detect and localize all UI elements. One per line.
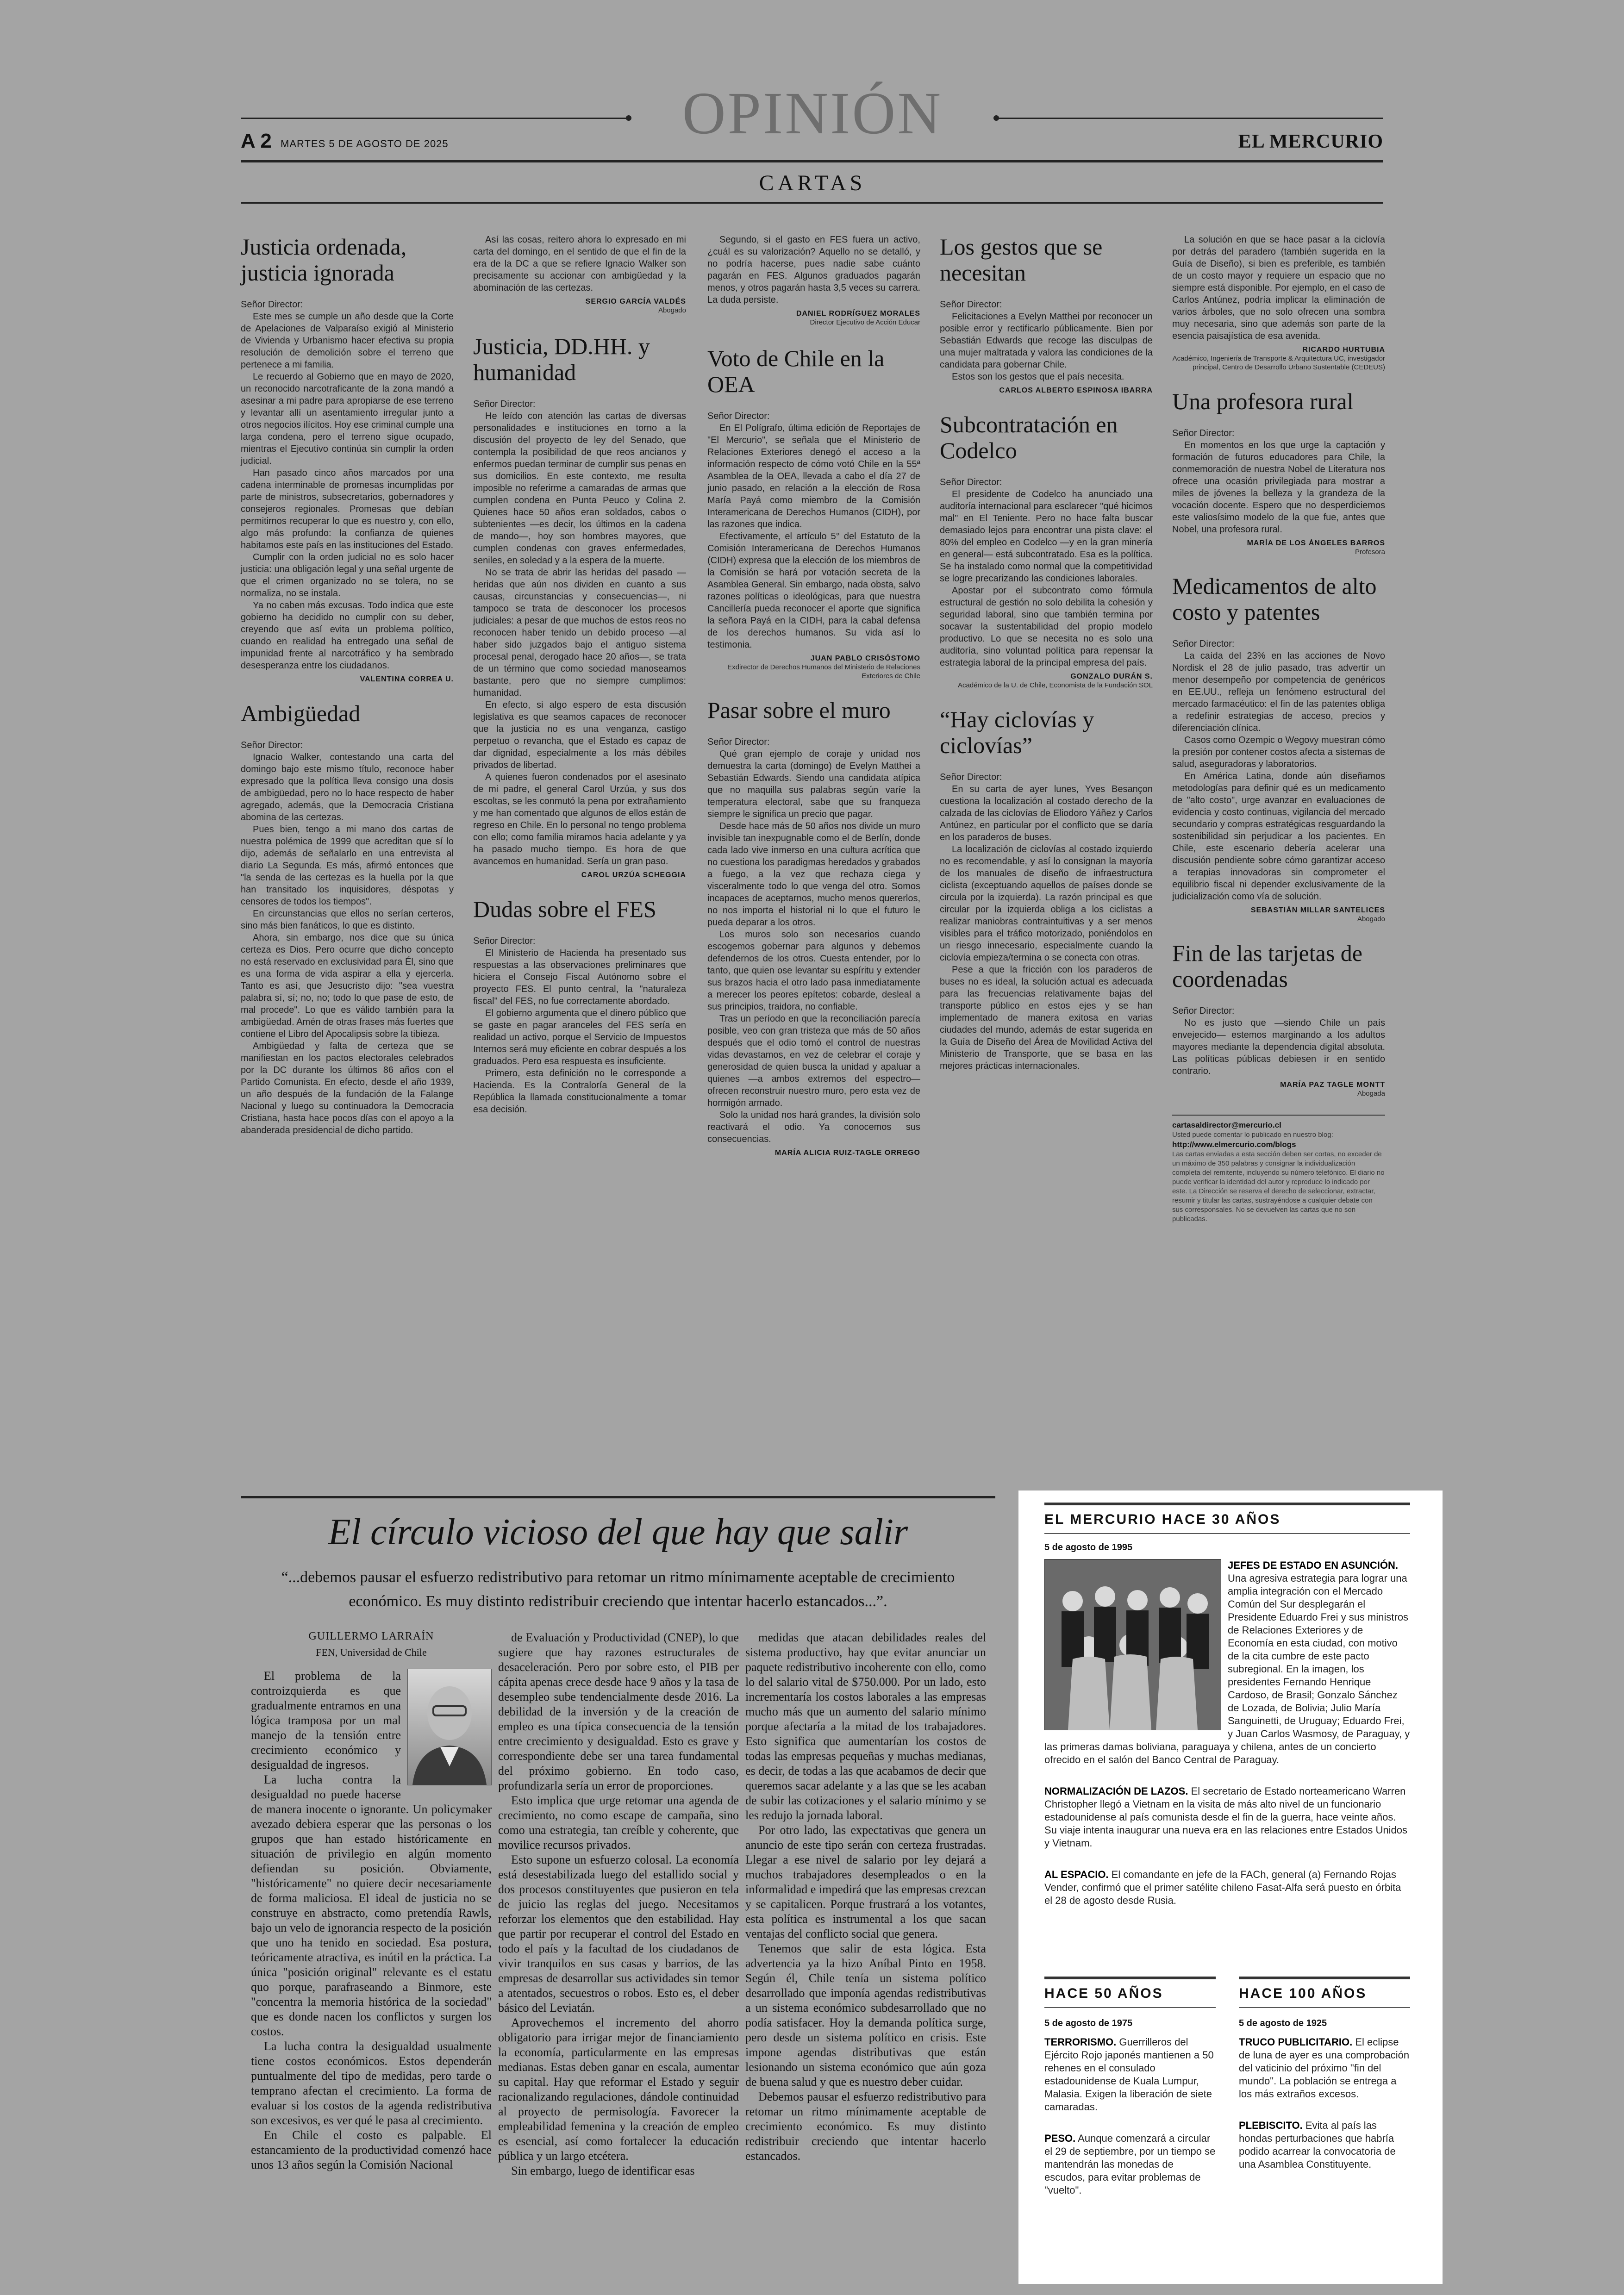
letter-signature: CAROL URZÚA SCHEGGIA: [581, 871, 686, 879]
letter-signature: VALENTINA CORREA U.: [360, 675, 454, 683]
letter-paragraph: En circunstancias que ellos no serían certeros, sino más bien fanáticos, lo que es distinto.: [241, 909, 454, 931]
letter-paragraph: Qué gran ejemplo de coraje y unidad nos demuestra la carta (domingo) de Evelyn Matthei a Sebastián Edwards. Siendo una candidata atípica que no maquilla sus palabras según varíe la temperatura electoral, sabe que su franqueza siempre le significa un precio que pagar.: [707, 749, 920, 819]
author-portrait-icon: [408, 1669, 491, 1785]
archive-item-title: NORMALIZACIÓN DE LAZOS.: [1044, 1785, 1188, 1797]
letter-paragraph: El Ministerio de Hacienda ha presentado sus respuestas a las observaciones preliminares que hiciera el Consejo Fiscal Autónomo sobre el proyecto FES. El punto central, la "naturaleza fiscal" del FES, no fue correctamente abordado.: [473, 948, 686, 1006]
letter-paragraph: La localización de ciclovías al costado izquierdo no es recomendable, y así lo consignan la mayoría de los manuales de diseño de infraestructura ciclista (exceptuando aquellos de países donde se circula por la izquierda). La razón principal es que circular por la izquierda obliga a los ciclistas a realizar maniobras contraintuitivas y a ser menos visibles para el tráfico motorizado, poniéndolos en un riesgo innecesario, especialmente cuando la ciclovía empieza/termina o se conecta con otras.: [940, 844, 1153, 963]
archive-50-date: 5 de agosto de 1975: [1044, 2018, 1133, 2028]
letter-signature: MARÍA ALICIA RUIZ-TAGLE ORREGO: [775, 1149, 920, 1157]
letter-paragraph: Desde hace más de 50 años nos divide un muro invisible tan inexpugnable como el de Berlín, donde cada lado vive inmerso en una cultura acrítica que no cuestiona los paradigmas heredados y grabados a fuego, a la vez que rechaza ciega y visceralmente todo lo que venga del otro. Somos incapaces de aceptarnos, mucho menos quererlos, no nos importa el historial ni lo que el futuro le pueda deparar a los otros.: [707, 821, 920, 928]
letter: [473, 333, 686, 879]
archive-item-title: AL ESPACIO.: [1044, 1869, 1109, 1880]
letter-signature: SEBASTIÁN MILLAR SANTELICES: [1250, 906, 1385, 914]
column-paragraph: El problema de la controizquierda es que gradualmente entramos en una lógica tramposa por un mal manejo de la tensión entre crecimiento económico y desigualdad de ingresos.: [251, 1669, 401, 1771]
archive-item-title: PLEBISCITO.: [1239, 2120, 1303, 2131]
archive-50-header: HACE 50 AÑOS: [1044, 1977, 1216, 2008]
author-photo: [407, 1669, 492, 1785]
letter-title: Medicamentos de alto costo y patentes: [1172, 573, 1377, 625]
letter-paragraph: Segundo, si el gasto en FES fuera un activo, ¿cuál es su valorización? Aquello no se detalló, y no podría hacerse, pues nadie sabe cuánto pagarán en FES. Algunos graduados pagarán menos, y otros pagarán hasta 3,5 veces su carrera. La duda persiste.: [707, 235, 920, 305]
letter-paragraph: En América Latina, donde aún diseñamos metodologías para definir qué es un medicamento de "alto costo", urge avanzar en evaluaciones de evidencia y costo continuas, vigilancia del mercado secundario y compras estratégicas resguardando la sostenibilidad sin perjudicar a los pacientes. En Chile, este escenario debería acelerar una discusión pendiente sobre cómo garantizar acceso a terapias innovadoras sin comprometer el equilibrio fiscal ni depender exclusivamente de la judicialización como vía de solución.: [1172, 771, 1385, 902]
letter-title: Dudas sobre el FES: [473, 896, 656, 922]
letter-greeting: Señor Director:: [940, 772, 1002, 782]
letter-title: Voto de Chile en la OEA: [707, 345, 885, 397]
letter-paragraph: En El Polígrafo, última edición de Reportajes de "El Mercurio", se señala que el Ministerio de Relaciones Exteriores denegó el acceso a la información respecto de cómo votó Chile en la 55ª Asamblea de la OEA, llevada a cabo el día 27 de junio pasado, en relación a la elección de Rosa María Payá como miembro de la Comisión Interamericana de Derechos Humanos (CIDH), por las razones que indica.: [707, 423, 920, 530]
letter-greeting: Señor Director:: [940, 299, 1002, 310]
column-paragraph: Esto implica que urge retomar una agenda de crecimiento, no como escape de campaña, sino como una estrategia, tan creíble y coherente, que movilice recursos privados.: [498, 1794, 739, 1852]
contact-rules: Las cartas enviadas a esta sección deben ser cortas, no exceder de un máximo de 350 palabras y consignar la individualización completa del remitente, incluyendo su número telefónico. El diario no puede verificar la identidad del autor y reproduce lo indicado por este. La Dirección se reserva el derecho de seleccionar, extractar, resumir y titular las cartas, sustrayéndose a cualquier debate con sus corresponsales. No se devuelven las cartas que no son publicadas.: [1172, 1150, 1385, 1223]
archive-item-text: Guerrilleros del Ejército Rojo japonés mantienen a 50 rehenes en el consulado estadounidense de Kuala Lumpur, Malasia. Exigen la liberación de siete camaradas.: [1044, 2036, 1214, 2113]
letter-greeting: Señor Director:: [241, 740, 303, 750]
letter-paragraph: En momentos en los que urge la captación y formación de futuros educadores para Chile, la conmemoración de nuestra Nobel de Literatura nos ofrece una ocasión privilegiada para mostrar a miles de jóvenes la belleza y la grandeza de la vocación docente. Espero que no desperdiciemos este valiosísimo modelo de la que fue, antes que Nobel, una profesora rural.: [1172, 440, 1385, 535]
column-paragraph: Esto supone un esfuerzo colosal. La economía está desestabilizada luego del estallido social y dos procesos constituyentes que pusieron en tela de juicio las reglas del juego. Necesitamos reforzar los elementos que den estabilidad. Hay que partir por recuperar el control del Estado en todo el país y la facultad de los ciudadanos de vivir tranquilos en sus casas y barrios, de las empresas de desarrollar sus actividades sin temor a atentados, secuestros o robos. Esto es, el deber básico del Leviatán.: [498, 1853, 739, 2014]
archive-100-header: HACE 100 AÑOS: [1239, 1977, 1410, 2008]
letter-title: Justicia ordenada, justicia ignorada: [241, 234, 407, 286]
column-paragraph: Sin embargo, luego de identificar esas: [511, 2164, 695, 2177]
masthead-rule-right: [995, 118, 1383, 119]
column-text-2: [498, 1630, 739, 2178]
letter-paragraph: He leído con atención las cartas de diversas personalidades e instituciones en torno a la discusión del proyecto de ley del Senado, que contempla la posibilidad de que reos ancianos y enfermos puedan terminar de cumplir sus penas en sus domicilios. En este contexto, me resulta imposible no referirme a camaradas de armas que cumplen condena en Punta Peuco y Colina 2. Quienes hace 50 años eran soldados, cabos o subtenientes —es decir, los últimos en la cadena de mando—, hoy son hombres mayores, que cumplen condenas con graves enfermedades, seniles, en soledad y a la espera de la muerte.: [473, 411, 686, 566]
letter-title: Justicia, DD.HH. y humanidad: [473, 333, 650, 385]
letter: [241, 234, 454, 684]
letter: [707, 697, 920, 1157]
letter-role: Abogada: [1357, 1090, 1385, 1098]
letter: [940, 412, 1153, 690]
letter: [940, 234, 1153, 395]
column-author: GUILLERMO LARRAÍN: [308, 1630, 434, 1642]
column-paragraph: La lucha contra la desigualdad no puede hacerse de manera inocente o ignorante. Un policymaker avezado debiera esperar que las personas o los grupos que han estado históricamente en situación de privilegio en algún momento defiendan su posición. Obviamente, "históricamente" no quiere decir necesariamente de forma maliciosa. El ideal de justicia no se construye en abstracto, como pretendía Rawls, bajo un velo de ignorancia respecto de la posición que uno ha tenido en sociedad. Esa postura, teóricamente atractiva, es inútil en la práctica. La única "posición original" relevante es el estatu quo porque, parafraseando a Binmore, este "concentra la memoria histórica de la sociedad" que es donde nacen los conflictos y surgen los costos.: [251, 1773, 492, 2038]
contact-blog-note: Usted puede comentar lo publicado en nuestro blog:: [1172, 1131, 1333, 1139]
archive-item-text: Evita al país las hondas perturbaciones que habría podido acarrear la convocatoria de una Asamblea Constituyente.: [1239, 2120, 1396, 2170]
letters-column-1: [241, 234, 454, 1153]
letter-title: Fin de las tarjetas de coordenadas: [1172, 940, 1362, 992]
letter-paragraph: Ambigüedad y falta de certeza que se manifiestan en los pactos electorales celebrados por la DC durante los últimos 86 años con el Partido Comunista. En efecto, desde el año 1939, un año después de la fundación de la Falange Nacional y luego su continuadora la Democracia Cristiana, hasta hace pocos días con el apoyo a la abanderada presidencial de dicho partido.: [241, 1041, 454, 1135]
letter-paragraph: A quienes fueron condenados por el asesinato de mi padre, el general Carol Urzúa, y sus dos escoltas, se les conmutó la pena por extrañamiento y me han comentado que algunos de ellos están de regreso en Chile. En lo personal no tengo problema con ello; como familia miramos hacia adelante y ya ha pasado mucho tiempo. Es hora de que avancemos en humanidad. Sería un gran paso.: [473, 772, 686, 867]
letter-role: Académico, Ingeniería de Transporte & Arquitectura UC, investigador principal, Centro de Desarrollo Urbano Sustentable (CEDEUS): [1172, 355, 1385, 371]
archive-item-title: TRUCO PUBLICITARIO.: [1239, 2036, 1353, 2048]
masthead-rule-bottom: [241, 202, 1383, 204]
archive-item-text: Aunque comenzará a circular el 29 de septiembre, por un tiempo se mantendrán las monedas de escudos, para evitar problemas de "vuelto".: [1044, 2133, 1216, 2196]
column-title: El círculo vicioso del que hay que salir: [328, 1512, 908, 1553]
archive-30-header: EL MERCURIO HACE 30 AÑOS: [1044, 1503, 1410, 1534]
archive-30-date: 5 de agosto de 1995: [1044, 1542, 1133, 1553]
archive-30-text: [1044, 1559, 1410, 1907]
archive-item-text: Una agresiva estrategia para lograr una amplia integración con el Mercado Común del Sur desplegarán el Presidente Eduardo Frei y sus ministros de Relaciones Exteriores y de Economía en esta ciudad, con motivo de la cita cumbre de este pacto subregional. En la imagen, los presidentes Fernando Henrique Cardoso, de Brasil; Gonzalo Sánchez de Lozada, de Bolivia; Julio María Sanguinetti, de Uruguay; Eduardo Frei, y Juan Carlos Wasmosy, de Paraguay, y las primeras damas boliviana, paraguaya y chilena, antes de un concierto ofrecido en el salón del Banco Central de Paraguay.: [1044, 1572, 1410, 1765]
page-date: MARTES 5 DE AGOSTO DE 2025: [281, 138, 449, 150]
letter-paragraph: Casos como Ozempic o Wegovy muestran cómo la presión por contener costos afecta a sistemas de salud, aseguradoras y laboratorios.: [1172, 735, 1385, 769]
letters-column-3: [707, 234, 920, 1174]
letter-greeting: Señor Director:: [707, 737, 770, 747]
column-paragraph: medidas que atacan debilidades reales del sistema productivo, hay que evitar anunciar un paquete redistributivo incoherente con ello, como lo del salario vital de $750.000. Por un lado, esto incrementaría los costos laborales a las empresas mucho más que un aumento del salario mínimo porque afectaría a la mitad de los trabajadores. Esto significa que aumentarían los costos de todas las empresas pequeñas y muchas medianas, es decir, de todas a las que acabamos de decir que queremos sacar adelante y a las que se les acaban de subir las cotizaciones y el salario mínimo y se les redujo la jornada laboral.: [745, 1631, 986, 1822]
letter-role: Director Ejecutivo de Acción Educar: [810, 318, 920, 326]
letter: [1172, 940, 1385, 1098]
letter-paragraph: En efecto, si algo espero de esta discusión legislativa es que seamos capaces de reconocer que la justicia no es una venganza, castigo perpetuo o revancha, que el Estado es capaz de dar dignidad, especialmente a los más débiles privados de libertad.: [473, 700, 686, 770]
letter-paragraph: Primero, esta definición no le corresponde a Hacienda. Es la Contraloría General de la República la llamada constitucionalmente a tomar esa decisión.: [473, 1068, 686, 1115]
letter: [473, 896, 686, 1116]
letter-signature: RICARDO HURTUBIA: [1302, 346, 1385, 354]
archive-item-title: TERRORISMO.: [1044, 2036, 1117, 2048]
letter-greeting: Señor Director:: [1172, 428, 1235, 438]
letter-signature: MARÍA PAZ TAGLE MONTT: [1280, 1081, 1385, 1089]
column-paragraph: En Chile el costo es palpable. El estancamiento de la productividad comenzó hace unos 13 años según la Comisión Nacional: [251, 2128, 492, 2171]
letter-greeting: Señor Director:: [241, 299, 303, 310]
masthead-rule-left: [241, 118, 630, 119]
letter-role: Académico de la U. de Chile, Economista de la Fundación SOL: [957, 681, 1153, 689]
column-paragraph: Tenemos que salir de esta lógica. Esta advertencia ya la hizo Aníbal Pinto en 1958. Según él, Chile tenía un sistema político desarrollado que imponía agendas redistributivas a un sistema económico subdesarrollado que no podía satisfacer. Hoy la demanda política surge, pero desde un sistema político en crisis. Este impone agendas distributivas que están lesionando un sistema económico que aún goza de buena salud y que es nuestro deber cuidar.: [745, 1942, 986, 2089]
archive-100-text: [1239, 2036, 1410, 2171]
letter-paragraph: Felicitaciones a Evelyn Matthei por reconocer un posible error y rectificarlo públicamente. Bien por Sebastián Edwards que recoge las disculpas de una mujer maltratada y valora las condiciones de la candidata para gobernar Chile.: [940, 312, 1153, 370]
letter-paragraph: Ignacio Walker, contestando una carta del domingo bajo este mismo título, reconoce haber expresado que la política lleva consigo una dosis de ambigüedad, pero no lo hace respecto de haber agregado, además, que la Democracia Cristiana abomina de las certezas.: [241, 752, 454, 823]
letter-paragraph: Los muros solo son necesarios cuando escogemos gobernar para algunos y debemos defendernos de los otros. Cuesta entender, por lo tanto, que quien ose levantar su espíritu y extender sus brazos hacia el otro lado pasa inmediatamente a merecer los peores epítetos: cobarde, desleal a sus principios, traidora, no confiable.: [707, 929, 920, 1012]
letter-paragraph: El gobierno argumenta que el dinero público que se gaste en pagar aranceles del FES sería en realidad un activo, porque el Servicio de Impuestos Internos será muy eficiente en cobrar después a los graduados. Pero esa respuesta es insuficiente.: [473, 1008, 686, 1066]
letter-paragraph: La caída del 23% en las acciones de Novo Nordisk el 28 de julio pasado, tras advertir un menor desempeño por competencia de genéricos en EE.UU., refleja un fenómeno estructural del mercado farmacéutico: el fin de las patentes obliga a redefinir estrategias de acceso, precios y diferenciación clínica.: [1172, 651, 1385, 733]
archive-100-date: 5 de agosto de 1925: [1239, 2018, 1327, 2028]
letter-title: “Hay ciclovías y ciclovías”: [940, 706, 1094, 758]
letter-paragraph: El presidente de Codelco ha anunciado una auditoría internacional para esclarecer "qué hicimos mal" en El Teniente. Pero no hace falta buscar demasiado lejos para encontrar una pista clave: el 80% del empleo en Codelco —y en la gran minería en general— está subcontratado. Esa es la política. Se ha instalado como normal que la competitividad se logre precarizando las condiciones laborales.: [940, 489, 1153, 584]
letter-paragraph: No se trata de abrir las heridas del pasado —heridas que aún nos dividen en cuanto a sus causas, circunstancias y consecuencias—, ni tampoco se trata de desconocer los procesos judiciales: a pesar de que muchos de estos reos no reconocen haber tenido un debido proceso —al haber sido juzgados bajo el antiguo sistema procesal penal, derogado hace 20 años—, se trata de un término que como sociedad manoseamos bastante, pero que no siempre cumplimos: humanidad.: [473, 568, 686, 698]
column-paragraph: Por otro lado, las expectativas que genera un anuncio de este tipo serán con certeza frustradas. Llegar a ese nivel de salario por ley dejará a muchos trabajadores desempleados o en la informalidad e impedirá que las empresas crezcan y se capitalicen. Porque frustrará a los votantes, esta política es instrumental a los que sacan ventajas del conflicto social que genera.: [745, 1823, 986, 1940]
letter-paragraph: Efectivamente, el artículo 5° del Estatuto de la Comisión Interamericana de Derechos Humanos (CIDH) expresa que la elección de los miembros de la Comisión se hará por votación secreta de la Asamblea General. Sin embargo, nada obsta, salvo razones políticas o ideológicas, para que nuestra Cancillería pueda reconocer el aporte que significa la señora Payá en la CIDH, para la cabal defensa de los derechos humanos. Su vida así lo testimonia.: [707, 531, 920, 650]
letter-paragraph: Pese a que la fricción con los paraderos de buses no es ideal, la solución actual es adecuada para las frecuencias relativamente bajas del transporte público en estos ejes y se han implementado de manera exitosa en varias ciudades del mundo, además de estar sugerida en la Guía de Diseño del Área de Movilidad Activa del Ministerio de Transporte, que se basa en las mejores prácticas internacionales.: [940, 965, 1153, 1071]
column-paragraph: La lucha contra la desigualdad usualmente tiene costos económicos. Estos dependerán puntualmente del tipo de medidas, pero tarde o temprano afectan el crecimiento. La forma de evaluar si los costos de la agenda redistributiva son excesivos, es ver qué le pasa al crecimiento.: [251, 2039, 492, 2127]
masthead-rule-thick: [241, 160, 1383, 162]
letters-column-4: [940, 234, 1153, 1089]
letter-paragraph: Le recuerdo al Gobierno que en mayo de 2020, un reconocido narcotraficante de la zona mandó a asesinar a mi padre para apropiarse de ese terreno y levantar allí un asentamiento irregular junto a otros negocios ilícitos. Hoy ese criminal cumple una larga condena, pero el terreno sigue ocupado, mientras el Ejecutivo continúa sin cumplir la orden judicial.: [241, 372, 454, 466]
contact-box: [1172, 1115, 1385, 1224]
letter-greeting: Señor Director:: [1172, 639, 1235, 649]
column-text-1: [251, 1630, 492, 2172]
page-number: A 2: [241, 130, 272, 152]
letter-paragraph: Ya no caben más excusas. Todo indica que este gobierno ha decidido no cumplir con su deber, creyendo que así evita un problema político, cuando en realidad ha entregado una señal de impunidad frente al narcotráfico y ha sembrado desesperanza entre los ciudadanos.: [241, 600, 454, 671]
letter-greeting: Señor Director:: [707, 411, 770, 421]
contact-blog-url[interactable]: http://www.elmercurio.com/blogs: [1172, 1140, 1296, 1149]
contact-email[interactable]: cartasaldirector@mercurio.cl: [1172, 1121, 1281, 1129]
letter-title: Pasar sobre el muro: [707, 697, 891, 723]
letter-paragraph: No es justo que —siendo Chile un país envejecido— estemos marginando a los adultos mayores mediante la dependencia digital absoluta. Las políticas públicas debiesen ir en sentido contrario.: [1172, 1018, 1385, 1076]
column-paragraph: de Evaluación y Productividad (CNEP), lo que sugiere que hay razones estructurales de desaceleración. Pero por sobre esto, el PIB per cápita apenas crece desde hace 9 años y la tasa de desempleo sube tendencialmente desde 2016. La debilidad de la inversión y de la creación de empleo es una típica consecuencia de la tensión entre crecimiento y desigualdad. Esto es grave y correspondiente debe ser una tarea fundamental del próximo gobierno. En todo caso, profundizarla sería un error de proporciones.: [498, 1631, 739, 1792]
letter-greeting: Señor Director:: [940, 477, 1002, 487]
opinion-column: [241, 1496, 995, 2283]
letter: [241, 700, 454, 1136]
newspaper-name: EL MERCURIO: [1238, 131, 1383, 152]
letter-role: Abogado: [1357, 915, 1385, 923]
letter-paragraph: En su carta de ayer lunes, Yves Besançon cuestiona la localización al costado derecho de la calzada de las ciclovías de Eliodoro Yáñez y Carlos Antúnez, en particular por el conflicto que se daría en los paraderos de buses.: [940, 784, 1153, 842]
letter-role: Abogado: [658, 306, 686, 314]
letter-title: Subcontratación en Codelco: [940, 412, 1118, 463]
archive-item-text: El secretario de Estado norteamericano Warren Christopher llegó a Vietnam en la visita de más alto nivel de un funcionario estadounidense al país comunista desde el fin de la guerra, hace veinte años. Su viaje intenta inaugurar una nueva era en las relaciones entre Estados Unidos y Vietnam.: [1044, 1785, 1407, 1849]
column-author-affiliation: FEN, Universidad de Chile: [316, 1646, 427, 1658]
archive-item-text: El eclipse de luna de ayer es una comprobación del vaticinio del próximo "fin del mundo". La población se entrega a los más extraños excesos.: [1239, 2036, 1410, 2100]
letter-greeting: Señor Director:: [473, 936, 536, 946]
letter-paragraph: Este mes se cumple un año desde que la Corte de Apelaciones de Valparaíso exigió al Ministerio de Vivienda y Urbanismo hacer efectiva su propia resolución de demolición sobre el terreno que pertenece a mi familia.: [241, 312, 454, 370]
letter-title: Los gestos que se necesitan: [940, 234, 1103, 286]
letter-paragraph: Así las cosas, reitero ahora lo expresado en mi carta del domingo, en el sentido de que el fin de la era de la DC a que se refiere Ignacio Walker son precisamente su accionar con ambigüedad y la abominación de las certezas.: [473, 235, 686, 293]
letter-greeting: Señor Director:: [1172, 1006, 1235, 1016]
letter-signature: JUAN PABLO CRISÓSTOMO: [810, 655, 920, 662]
letter-paragraph: Estos son los gestos que el país necesita.: [952, 372, 1124, 382]
letters-column-2: [473, 234, 686, 1132]
letter-signature: CARLOS ALBERTO ESPINOSA IBARRA: [999, 387, 1153, 394]
letters-column-5: [1172, 234, 1385, 1224]
letter-title: Ambigüedad: [241, 700, 361, 726]
letter: [940, 706, 1153, 1072]
section-title: OPINIÓN: [682, 80, 943, 147]
letter-paragraph: Solo la unidad nos hará grandes, la división solo reactivará el odio. Ya conocemos sus consecuencias.: [707, 1110, 920, 1144]
letter-title: Una profesora rural: [1172, 388, 1354, 414]
letter-signature: DANIEL RODRÍGUEZ MORALES: [796, 310, 920, 318]
letter-role: Profesora: [1355, 548, 1385, 556]
letter-paragraph: Tras un período en que la reconciliación parecía posible, veo con gran tristeza que más de 50 años después que el odio tomó el control de nuestras vidas devastamos, en vez de celebrar el coraje y generosidad de quien busca la unidad y apaluar a quienes —a ambos extremos del espectro— ofrecen reconstruir nuestro muro, pero esta vez de hormigón armado.: [707, 1014, 920, 1108]
letter-signature: MARÍA DE LOS ÁNGELES BARROS: [1247, 539, 1385, 547]
letter-paragraph: Pues bien, tengo a mi mano dos cartas de nuestra polémica de 1999 que acreditan que sí lo dijo, además de señalarlo en una entrevista al diario La Segunda. Es más, afirmó entonces que "la senda de las certezas es la huella por la que han transitado los inquisidores, déspotas y censores de todos los tiempos".: [241, 824, 454, 907]
letter-greeting: Señor Director:: [473, 399, 536, 409]
letter-signature: SERGIO GARCÍA VALDÉS: [585, 298, 686, 306]
subsection-title: CARTAS: [759, 171, 866, 195]
letter-paragraph: Han pasado cinco años marcados por una cadena interminable de promesas incumplidas por parte de ministros, subsecretarios, gobernadores y consejeros regionales. Promesas que debían permitirnos recuperar lo que es nuestro y, con ello, algo más profundo: la confianza de quienes habitamos este país en las instituciones del Estado.: [241, 468, 454, 550]
letter-paragraph: Apostar por el subcontrato como fórmula estructural de gestión no solo debilita la cohesión y seguridad laboral, sino que también termina por socavar la sustentabilidad del propio modelo productivo. Lo que se necesita no es solo una auditoría, sino voluntad política para repensar la estrategia laboral de la principal empresa del país.: [940, 586, 1153, 668]
letter-paragraph: Ahora, sin embargo, nos dice que su única certeza es Dios. Pero ocurre que dicho concepto no está reservado en exclusividad para Él, sino que es una forma de vida aspirar a ella y ejercerla. Tanto es así, que Jesucristo dijo: "sea vuestra palabra sí, sí; no, no; todo lo que pase de esto, de mal procede". Lo que es válido también para la ambigüedad. Amén de otras frases más fuertes que contiene el Libro del Apocalipsis sobre la tibieza.: [241, 933, 454, 1039]
archive-item-title: JEFES DE ESTADO EN ASUNCIÓN.: [1228, 1559, 1398, 1571]
archive-item-text: El comandante en jefe de la FACh, general (a) Fernando Rojas Vender, confirmó que el primer satélite chileno Fasat-Alfa será puesto en órbita el 28 de agosto desde Rusia.: [1044, 1869, 1401, 1906]
letter-paragraph: Cumplir con la orden judicial no es solo hacer justicia: una obligación legal y una señal urgente de que el crimen organizado no se tolera, no se normaliza, no se instala.: [241, 552, 454, 599]
archive-item-title: PESO.: [1044, 2133, 1076, 2144]
letter-paragraph: La solución en que se hace pasar a la ciclovía por detrás del paradero (también sugerida en la Guía de Diseño), si bien es preferible, es también de un costo mayor y requiere un espacio que no siempre está disponible. Por ejemplo, en el caso de Carlos Antúnez, podría implicar la eliminación de varios árboles, que no solo ofrecen una sombra muy necesaria, sino que además son parte de la esencia paisajística de esa avenida.: [1172, 235, 1385, 341]
archive-50-text: [1044, 2036, 1216, 2197]
letter-signature: GONZALO DURÁN S.: [1070, 673, 1153, 680]
column-paragraph: Debemos pausar el esfuerzo redistributivo para retomar un ritmo mínimamente aceptable de crecimiento económico. Es muy distinto redistribuir creciendo que intentar hacerlo estancados.: [745, 2090, 986, 2163]
letter-role: Exdirector de Derechos Humanos del Ministerio de Relaciones Exteriores de Chile: [727, 663, 920, 680]
letter: [1172, 573, 1385, 923]
column-pullquote: “...debemos pausar el esfuerzo redistributivo para retomar un ritmo mínimamente aceptable de crecimiento económico. Es muy distinto redistribuir creciendo que intentar hacerlo estancados...”.: [281, 1569, 955, 1610]
letter: [707, 345, 920, 680]
archive-box: [1018, 1491, 1443, 2284]
letter: [1172, 388, 1385, 556]
column-paragraph: Aprovechemos el incremento del ahorro obligatorio para irrigar mejor de financiamiento la economía, particularmente en las empresas medianas. Estas deben ganar en escala, aumentar su capital. Hay que reformar el Estado y seguir racionalizando regulaciones, dándole continuidad al proyecto de permisología. Favorecer la empleabilidad femenina y la creación de empleo es esencial, así como fortalecer la educación pública y un largo etcétera.: [498, 2016, 739, 2163]
column-text-3: [745, 1630, 986, 2164]
